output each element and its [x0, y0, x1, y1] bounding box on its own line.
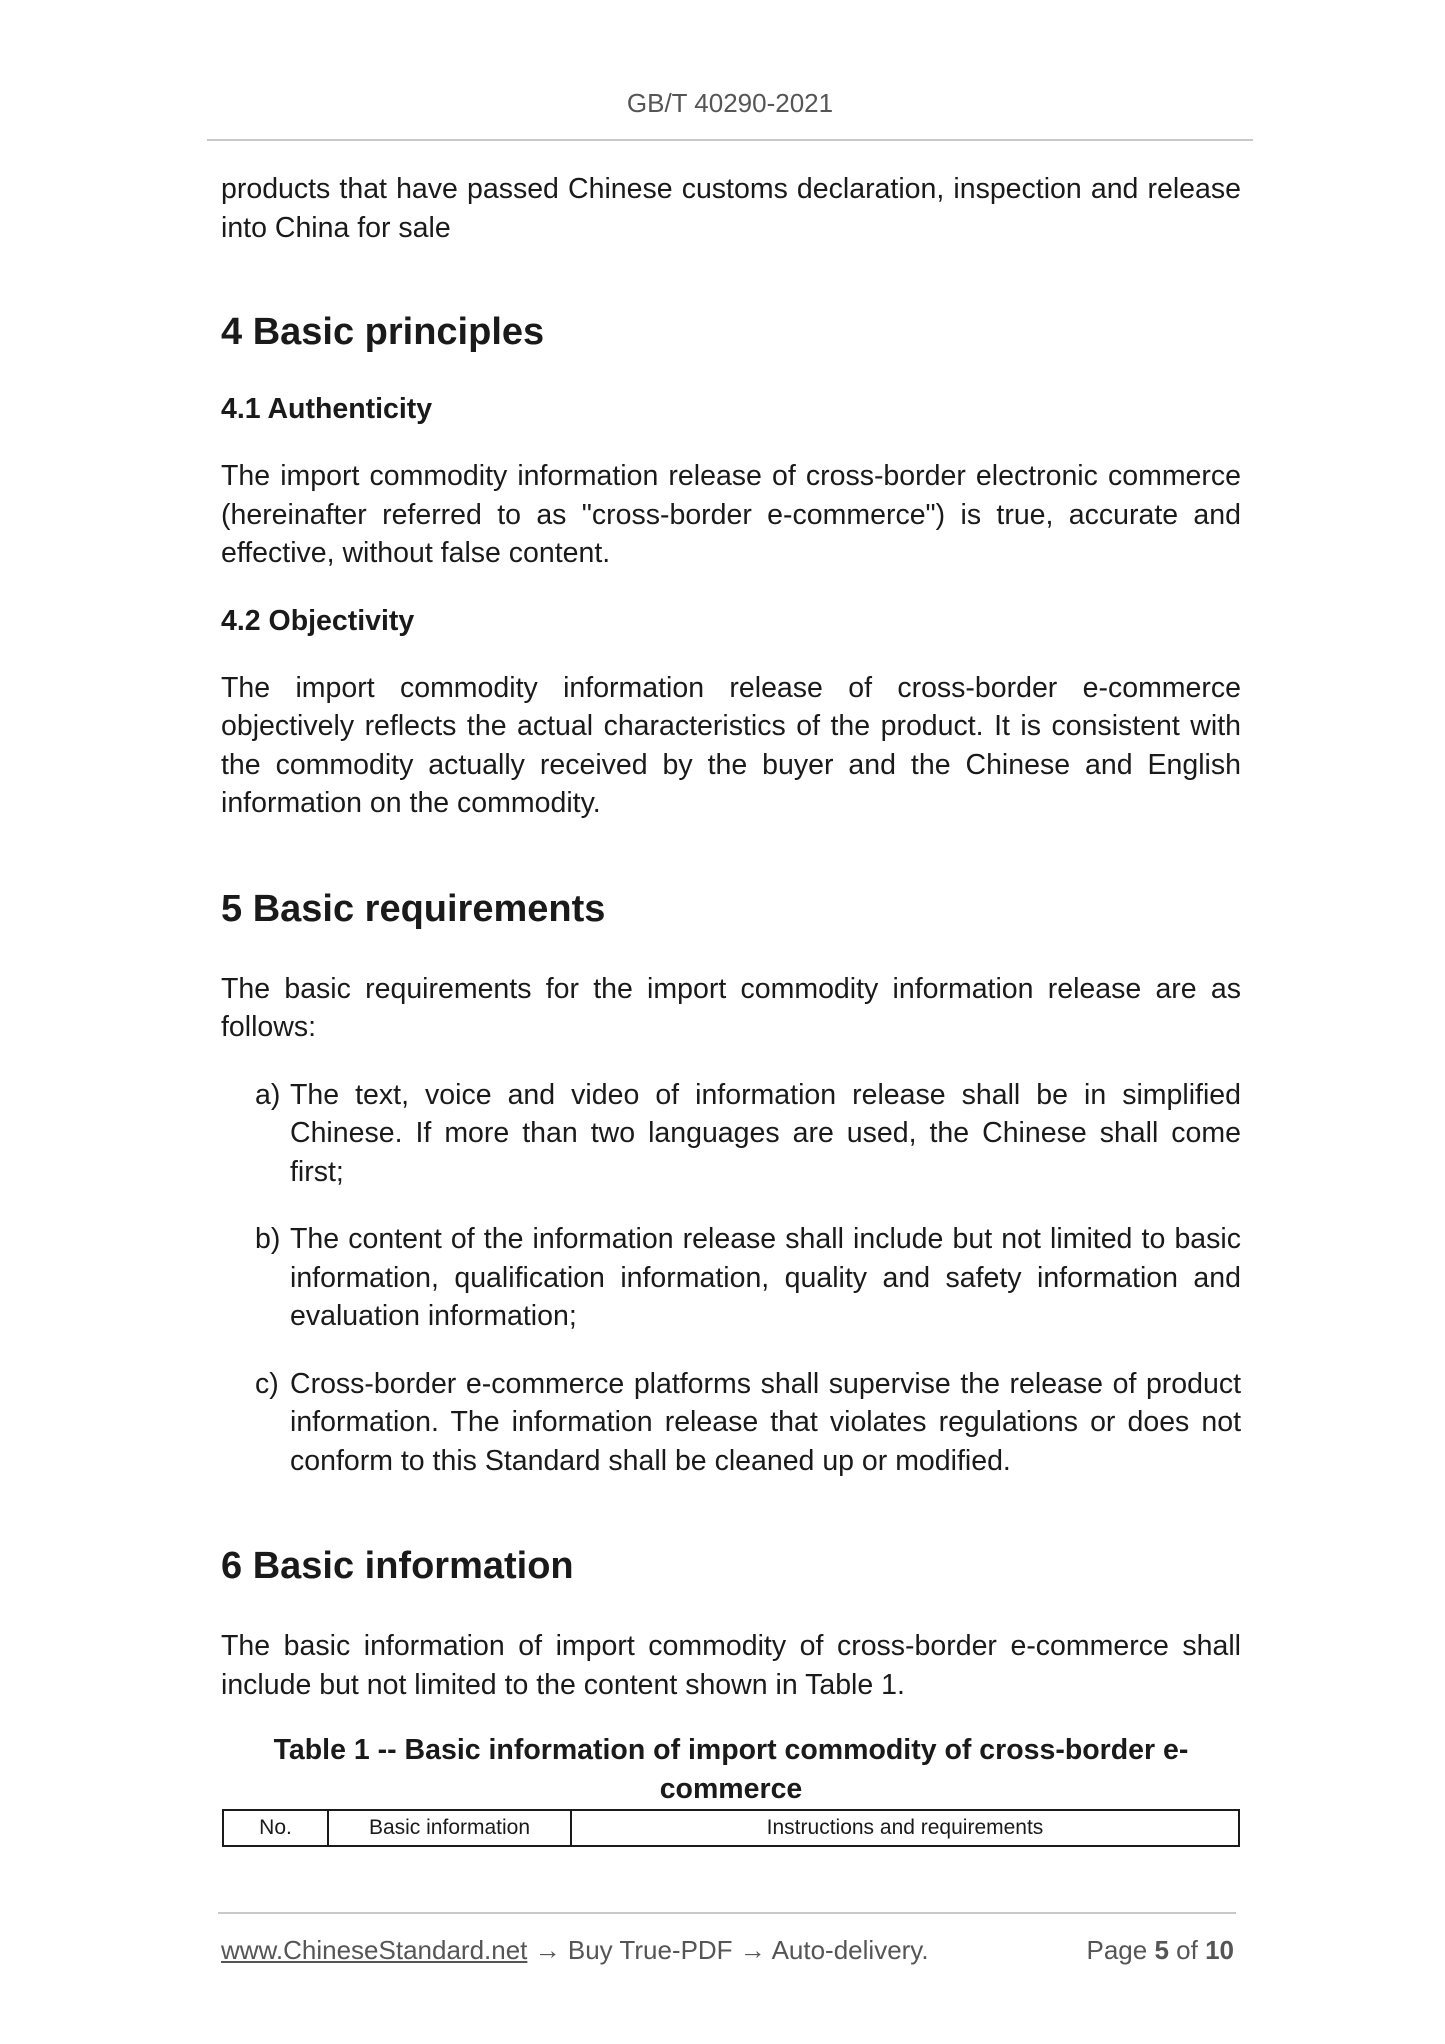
- page-current: 5: [1154, 1935, 1169, 1965]
- list-item: [221, 1076, 1241, 1192]
- list-item-marker: c): [255, 1367, 279, 1400]
- section-4-heading: 4 Basic principles: [221, 311, 545, 353]
- page-body: [221, 170, 1241, 1847]
- page-footer: [221, 1932, 1234, 1968]
- table-header-no: No.: [223, 1810, 328, 1846]
- list-item: [221, 1365, 1241, 1481]
- section-6-heading: 6 Basic information: [221, 1545, 574, 1587]
- table-caption: Table 1 -- Basic information of import commodity of cross-border e-commerce: [273, 1734, 1189, 1805]
- footer-divider: [218, 1912, 1236, 1914]
- list-item-text: The text, voice and video of information release shall be in simplified Chinese. If more than two languages are used, the Chinese shall come first;: [290, 1078, 1241, 1188]
- page-header-doc-id: GB/T 40290-2021: [626, 88, 834, 118]
- list-item-text: Cross-border e-commerce platforms shall supervise the release of product information. The information release that violates regulations or does not conform to this Standard shall be cleaned up or modified.: [290, 1367, 1241, 1477]
- table-header-row: [223, 1810, 1239, 1846]
- page-label: Page: [1086, 1935, 1148, 1965]
- section-4-1-text: The import commodity information release of cross-border electronic commerce (hereinafter referred to as "cross-border e-commerce") is true, accurate and effective, without false content.: [221, 460, 1241, 569]
- basic-info-table: [222, 1809, 1240, 1847]
- header-divider: [207, 139, 1253, 141]
- list-item-text: The content of the information release shall include but not limited to basic information, qualification information, quality and safety information and evaluation information;: [290, 1223, 1241, 1332]
- section-4-2-heading: 4.2 Objectivity: [221, 604, 415, 637]
- section-5-heading: 5 Basic requirements: [221, 887, 606, 930]
- list-item: [221, 1220, 1241, 1336]
- section-4-1-heading: 4.1 Authenticity: [221, 393, 433, 425]
- continuation-paragraph: products that have passed Chinese customs declaration, inspection and release into China for sale: [221, 173, 1241, 244]
- page-number: [1086, 1932, 1234, 1968]
- page-total: 10: [1205, 1935, 1234, 1965]
- website-link[interactable]: www.ChineseStandard.net: [221, 1935, 528, 1965]
- page-of-label: of: [1176, 1935, 1198, 1965]
- list-item-marker: b): [255, 1223, 281, 1255]
- section-6-text: The basic information of import commodity of cross-border e-commerce shall include but not limited to the content shown in Table 1.: [221, 1630, 1241, 1701]
- table-header-basic-info: Basic information: [328, 1810, 571, 1846]
- list-item-marker: a): [255, 1078, 281, 1111]
- footer-tagline: → Buy True-PDF → Auto-delivery.: [527, 1935, 929, 1965]
- requirements-list: [221, 1076, 1241, 1481]
- section-4-2-text: The import commodity information release of cross-border e-commerce objectively reflects the actual characteristics of the product. It is consistent with the commodity actually received by the buyer and the Chinese and English information on the commodity.: [221, 671, 1241, 819]
- table-header-instructions: Instructions and requirements: [571, 1810, 1239, 1846]
- section-5-intro: The basic requirements for the import commodity information release are as follows:: [221, 972, 1241, 1043]
